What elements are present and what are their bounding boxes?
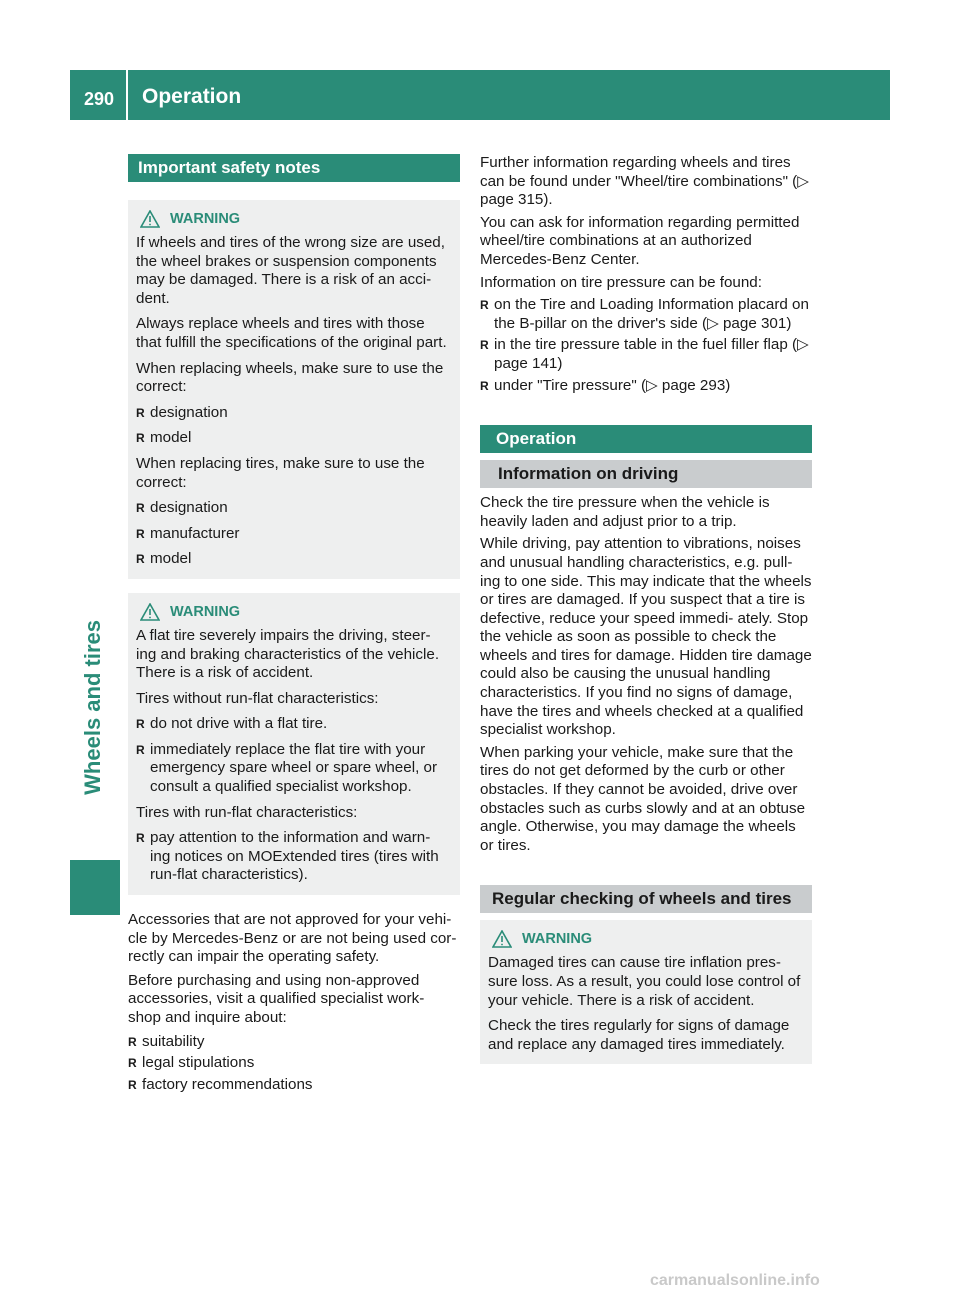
bullet-icon: R xyxy=(136,501,145,516)
body-paragraph: You can ask for information regarding permitted wheel/tire combinations at an authorized Mercedes-Benz Center. xyxy=(480,213,800,268)
warning-header xyxy=(136,601,452,623)
bullet-icon: R xyxy=(128,1077,137,1092)
list-item: R pay attention to the information and warn- ing notices on MOExtended tires (tires with run-flat characteristics). xyxy=(136,829,439,884)
left-column xyxy=(128,154,460,1100)
warning-text: When replacing wheels, make sure to use the correct: xyxy=(136,359,444,396)
warning-box xyxy=(128,200,460,579)
warning-text: Tires with run-flat characteristics: xyxy=(136,803,358,821)
warning-text: Check the tires regularly for signs of damage and replace any damaged tires immediately. xyxy=(488,1017,790,1053)
subsection-heading: Regular checking of wheels and tires xyxy=(480,885,812,913)
bullet-icon: R xyxy=(136,742,145,757)
list-item: R manufacturer xyxy=(136,524,240,542)
body-paragraph: Information on tire pressure can be found: xyxy=(480,273,762,291)
page-number: 290 xyxy=(84,89,115,109)
body-paragraph: Accessories that are not approved for your vehi- cle by Mercedes-Benz or are not being used cor- rectly can impair the operating safety. xyxy=(128,911,457,966)
warning-label: WARNING xyxy=(170,210,241,227)
body-paragraph: When parking your vehicle, make sure that the tires do not get deformed by the curb or other obstacles. If they cannot be avoided, drive over obstacles such as curbs slowly and at an obtuse angle. Otherwise, you may damage the wheels or tires. xyxy=(480,743,806,854)
header-divider xyxy=(126,70,128,120)
section-heading: Operation xyxy=(480,425,812,453)
warning-triangle-icon xyxy=(492,930,512,948)
list-item: R designation xyxy=(136,499,228,517)
warning-text: When replacing tires, make sure to use the correct: xyxy=(136,454,425,491)
warning-label: WARNING xyxy=(522,931,593,948)
sidebar-marker xyxy=(70,860,120,915)
warning-label: WARNING xyxy=(170,603,241,620)
chapter-title: Operation xyxy=(142,85,242,108)
bullet-icon: R xyxy=(128,1034,137,1049)
sidebar-section-label: Wheels and tires xyxy=(80,620,105,795)
watermark: carmanualsonline.info xyxy=(650,1272,820,1289)
list-item: R immediately replace the flat tire with your emergency spare wheel or spare wheel, or consult a qualified specialist workshop. xyxy=(136,740,438,796)
list-item: R under "Tire pressure" (▷ page 293) xyxy=(480,376,731,394)
bullet-icon: R xyxy=(136,431,145,446)
bullet-icon: R xyxy=(136,405,145,420)
warning-header xyxy=(136,208,452,230)
subsection-heading: Information on driving xyxy=(480,460,812,488)
warning-triangle-icon xyxy=(140,603,160,621)
warning-box xyxy=(480,920,812,1064)
list-item: R legal stipulations xyxy=(128,1054,255,1072)
bullet-icon: R xyxy=(480,378,489,393)
bullet-icon: R xyxy=(480,298,489,313)
list-item: R do not drive with a flat tire. xyxy=(136,715,328,733)
body-paragraph: While driving, pay attention to vibrations, noises and unusual handling characteristics, e.g. pull- ing to one side. This may indicate that the wheels or tires are damaged. If you suspect that a tire is defective, reduce your speed immedi- ately. Stop the vehicle as soon as possible to check the wheels and tires for damage. Hidden tire damage could also be causing the unusual handling characteristics. If you find no signs of damage, have the tires and wheels checked at a qualified specialist workshop. xyxy=(480,535,812,739)
list-item: R suitability xyxy=(128,1032,205,1050)
warning-box xyxy=(128,593,460,895)
warning-text: Tires without run-flat characteristics: xyxy=(136,689,379,707)
list-item: R factory recommendations xyxy=(128,1075,313,1093)
list-item: R model xyxy=(136,429,192,447)
warning-text: If wheels and tires of the wrong size are used, the wheel brakes or suspension components may be damaged. There is a risk of an acci- dent. xyxy=(136,234,445,307)
warning-text: Damaged tires can cause tire inflation pres- sure loss. As a result, you could lose control of your vehicle. There is a risk of accident. xyxy=(488,954,801,1009)
warning-triangle-icon xyxy=(140,210,160,228)
bullet-icon: R xyxy=(136,526,145,541)
list-item: R model xyxy=(136,550,192,568)
bullet-icon: R xyxy=(128,1056,137,1071)
bullet-icon: R xyxy=(136,552,145,567)
bullet-icon: R xyxy=(480,338,489,353)
list-item: R on the Tire and Loading Information placard on the B-pillar on the driver's side (▷ page 301) xyxy=(480,296,809,332)
body-paragraph: Before purchasing and using non-approved accessories, visit a qualified specialist work- shop and inquire about: xyxy=(128,971,425,1026)
right-column xyxy=(480,154,812,1064)
body-paragraph: Further information regarding wheels and tires can be found under "Wheel/tire combinations" (▷ page 315). xyxy=(480,154,809,209)
section-heading: Important safety notes xyxy=(128,154,460,182)
body-paragraph: Check the tire pressure when the vehicle is heavily laden and adjust prior to a trip. xyxy=(480,494,770,530)
page-header xyxy=(70,70,890,120)
list-item: R designation xyxy=(136,403,228,421)
list-item: R in the tire pressure table in the fuel filler flap (▷ page 141) xyxy=(480,336,809,372)
bullet-icon: R xyxy=(136,717,145,732)
bullet-icon: R xyxy=(136,831,145,846)
warning-text: Always replace wheels and tires with those that fulfill the specifications of the original part. xyxy=(136,315,447,351)
warning-header xyxy=(488,928,804,950)
warning-text: A flat tire severely impairs the driving, steer- ing and braking characteristics of the vehicle. There is a risk of accident. xyxy=(136,626,440,682)
